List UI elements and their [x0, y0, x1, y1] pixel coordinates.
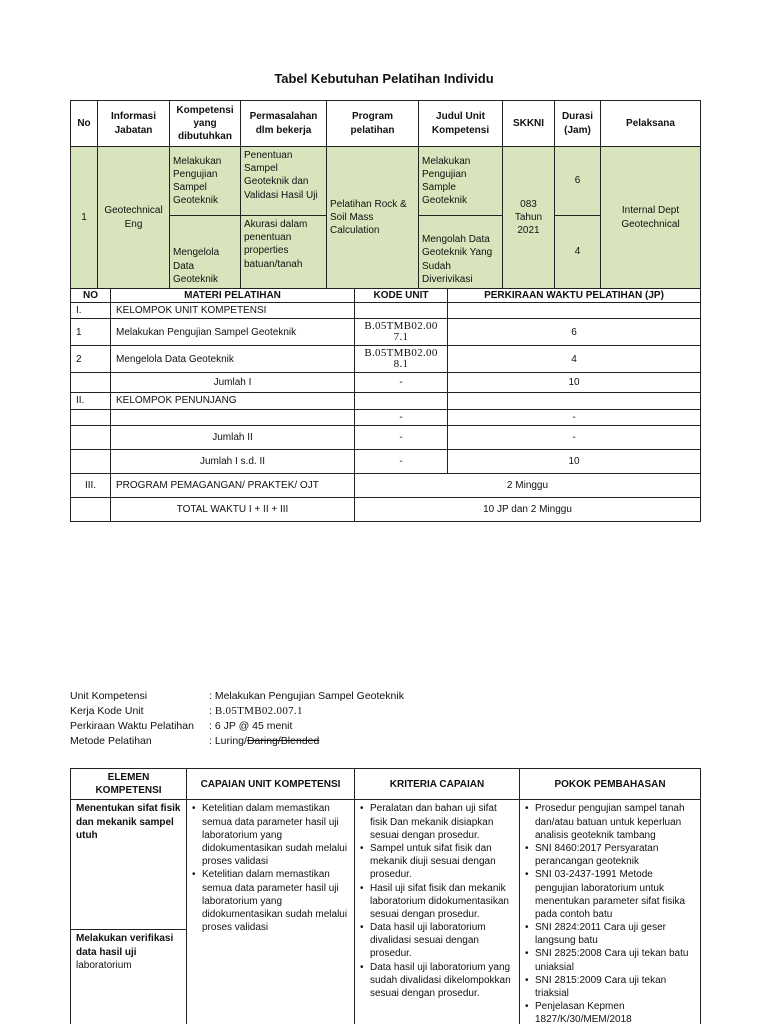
cell-masalah-2: Akurasi dalam penentuan properties batuan/tanah: [241, 216, 327, 289]
table-row: [71, 147, 701, 216]
cell-waktu: -: [448, 409, 701, 425]
cell-no: [71, 425, 111, 449]
cell-pelaksana: Internal Dept Geotechnical: [601, 147, 701, 289]
cell-waktu: [448, 393, 701, 409]
header-no: NO: [71, 289, 111, 303]
info-row-waktu: [70, 719, 404, 734]
cell-durasi-2: 4: [555, 216, 601, 289]
cell-capaian: [187, 800, 355, 1024]
capaian-list: [192, 802, 349, 934]
cell-materi: PROGRAM PEMAGANGAN/ PRAKTEK/ OJT: [111, 473, 355, 497]
cell-no: I.: [71, 303, 111, 319]
cell-materi: Jumlah I s.d. II: [111, 449, 355, 473]
cell-no: [71, 497, 111, 521]
cell-waktu: -: [448, 425, 701, 449]
cell-kode: [355, 303, 448, 319]
cell-program: Pelatihan Rock & Soil Mass Calculation: [327, 147, 419, 289]
list-item: • SNI 2815:2009 Cara uji tekan triaksial: [525, 974, 695, 1000]
info-row-unit: [70, 689, 404, 704]
info-row-metode: [70, 734, 404, 749]
table-header-row: [71, 289, 701, 303]
elemen-1-line2: dan mekanik sampel utuh: [76, 816, 174, 841]
cell-waktu: 10: [448, 373, 701, 393]
list-item: • Hasil uji sifat fisik dan mekanik laboratorium didokumentasikan sesuai dengan prosedur.: [360, 882, 514, 922]
list-item: • Penjelasan Kepmen 1827/K/30/MEM/2018: [525, 1000, 695, 1024]
table-row: [71, 393, 701, 409]
cell-skkni: 083 Tahun 2021: [503, 147, 555, 289]
cell-durasi-1: 6: [555, 147, 601, 216]
elemen-1-line1: Menentukan sifat fisik: [76, 803, 181, 815]
cell-kode: -: [355, 373, 448, 393]
cell-waktu: 10 JP dan 2 Minggu: [355, 497, 701, 521]
cell-waktu: 6: [448, 319, 701, 346]
cell-kode: -: [355, 409, 448, 425]
header-waktu: PERKIRAAN WAKTU PELATIHAN (JP): [448, 289, 701, 303]
list-item: • Peralatan dan bahan uji sifat fisik Dan mekanik disiapkan sesuai dengan prosedur.: [360, 802, 514, 842]
cell-materi: Jumlah I: [111, 373, 355, 393]
header-skkni: SKKNI: [503, 101, 555, 147]
table-row: [71, 800, 701, 930]
cell-kompetensi-2: Mengelola Data Geoteknik: [170, 216, 241, 289]
cell-materi: Mengelola Data Geoteknik: [111, 346, 355, 373]
info-prefix: :: [209, 705, 215, 717]
header-kriteria: KRITERIA CAPAIAN: [355, 769, 520, 800]
list-item: • SNI 2824:2011 Cara uji geser langsung batu: [525, 921, 695, 947]
elemen-2-line2: laboratorium: [76, 959, 132, 971]
header-kompetensi: Kompetensi yang dibutuhkan: [170, 101, 241, 147]
metode-luring: : Luring/: [209, 735, 247, 747]
cell-no: 1: [71, 319, 111, 346]
info-value: : 6 JP @ 45 menit: [209, 720, 293, 732]
table-header-row: [71, 101, 701, 147]
page-title: Tabel Kebutuhan Pelatihan Individu: [274, 71, 494, 86]
cell-no: [71, 409, 111, 425]
cell-judul-1: Melakukan Pengujian Sample Geoteknik: [419, 147, 503, 216]
metode-strike: Daring/Blended: [246, 735, 320, 747]
header-durasi: Durasi (Jam): [555, 101, 601, 147]
list-item: • Ketelitian dalam memastikan semua data parameter hasil uji laboratorium yang didokumentasikan sudah melalui proses validasi: [192, 802, 349, 868]
cell-materi: [111, 409, 355, 425]
info-label: Unit Kompetensi: [70, 690, 148, 702]
cell-materi: KELOMPOK UNIT KOMPETENSI: [111, 303, 355, 319]
info-label: Perkiraan Waktu Pelatihan: [70, 720, 194, 732]
header-materi: MATERI PELATIHAN: [111, 289, 355, 303]
materi-pelatihan-table: [70, 288, 701, 522]
cell-materi: Melakukan Pengujian Sampel Geoteknik: [111, 319, 355, 346]
cell-pokok: [520, 800, 701, 1024]
elemen-2-line1: Melakukan verifikasi data hasil uji: [76, 933, 174, 958]
header-no: No: [71, 101, 98, 147]
header-elemen: ELEMEN KOMPETENSI: [71, 769, 187, 800]
info-value: : Melakukan Pengujian Sampel Geoteknik: [209, 690, 404, 702]
header-pelaksana: Pelaksana: [601, 101, 701, 147]
list-item: • SNI 8460:2017 Persyaratan perancangan geoteknik: [525, 842, 695, 868]
cell-materi: TOTAL WAKTU I + II + III: [111, 497, 355, 521]
table-row: [71, 373, 701, 393]
cell-no: III.: [71, 473, 111, 497]
table-row: [71, 346, 701, 373]
cell-waktu: 4: [448, 346, 701, 373]
table-row: [71, 303, 701, 319]
cell-no: II.: [71, 393, 111, 409]
info-label: Kerja Kode Unit: [70, 705, 144, 717]
list-item: • Data hasil uji laboratorium divalidasi sesuai dengan prosedur.: [360, 921, 514, 961]
table-row: [71, 497, 701, 521]
cell-masalah-1: Penentuan Sampel Geoteknik dan Validasi Hasil Uji: [241, 147, 327, 216]
cell-kode: B.05TMB02.008.1: [355, 346, 448, 373]
table-row: [71, 449, 701, 473]
training-needs-table: [70, 100, 701, 289]
header-kode-unit: KODE UNIT: [355, 289, 448, 303]
table-row: [71, 425, 701, 449]
elemen-kompetensi-table: [70, 768, 701, 1024]
list-item: • Ketelitian dalam memastikan semua data parameter hasil uji laboratorium yang didokumentasikan sudah melalui proses validasi: [192, 868, 349, 934]
list-item: • Prosedur pengujian sampel tanah dan/atau batuan untuk keperluan analisis geoteknik tambang: [525, 802, 695, 842]
cell-kode: -: [355, 449, 448, 473]
cell-jabatan: Geotechnical Eng: [98, 147, 170, 289]
table-row: [71, 319, 701, 346]
list-item: • Data hasil uji laboratorium yang sudah divalidasi dikelompokkan sesuai dengan prosedur.: [360, 961, 514, 1001]
header-pokok: POKOK PEMBAHASAN: [520, 769, 701, 800]
kriteria-list: [360, 802, 514, 1000]
cell-kode: -: [355, 425, 448, 449]
pokok-list: [525, 802, 695, 1024]
header-informasi-jabatan: Informasi Jabatan: [98, 101, 170, 147]
cell-no: [71, 449, 111, 473]
list-item: • Sampel untuk sifat fisik dan mekanik diuji sesuai dengan prosedur.: [360, 842, 514, 882]
list-item: • SNI 2825:2008 Cara uji tekan batu uniaksial: [525, 947, 695, 973]
info-kode: B.05TMB02.007.1: [214, 705, 303, 717]
cell-waktu: 2 Minggu: [355, 473, 701, 497]
cell-kode: B.05TMB02.007.1: [355, 319, 448, 346]
table-header-row: [71, 769, 701, 800]
cell-kompetensi-1: Melakukan Pengujian Sampel Geoteknik: [170, 147, 241, 216]
cell-judul-2: Mengolah Data Geoteknik Yang Sudah Diverivikasi: [419, 216, 503, 289]
header-capaian: CAPAIAN UNIT KOMPETENSI: [187, 769, 355, 800]
table-row: [71, 473, 701, 497]
list-item: • SNI 03-2437-1991 Metode pengujian laboratorium untuk menentukan parameter sifat fisika pada contoh batu: [525, 868, 695, 921]
cell-elemen-1: [71, 800, 187, 930]
header-permasalahan: Permasalahan dlm bekerja: [241, 101, 327, 147]
cell-kriteria: [355, 800, 520, 1024]
cell-no: 1: [71, 147, 98, 289]
cell-kode: [355, 393, 448, 409]
info-value: [209, 734, 319, 749]
cell-materi: Jumlah II: [111, 425, 355, 449]
cell-no: [71, 373, 111, 393]
cell-elemen-2: [71, 930, 187, 1024]
header-program: Program pelatihan: [327, 101, 419, 147]
info-label: Metode Pelatihan: [70, 735, 152, 747]
cell-waktu: [448, 303, 701, 319]
cell-no: 2: [71, 346, 111, 373]
header-judul-unit: Judul Unit Kompetensi: [419, 101, 503, 147]
cell-materi: KELOMPOK PENUNJANG: [111, 393, 355, 409]
info-value: [209, 704, 303, 719]
info-row-kode: [70, 704, 404, 719]
table-row: [71, 409, 701, 425]
cell-waktu: 10: [448, 449, 701, 473]
unit-info: [70, 689, 404, 749]
